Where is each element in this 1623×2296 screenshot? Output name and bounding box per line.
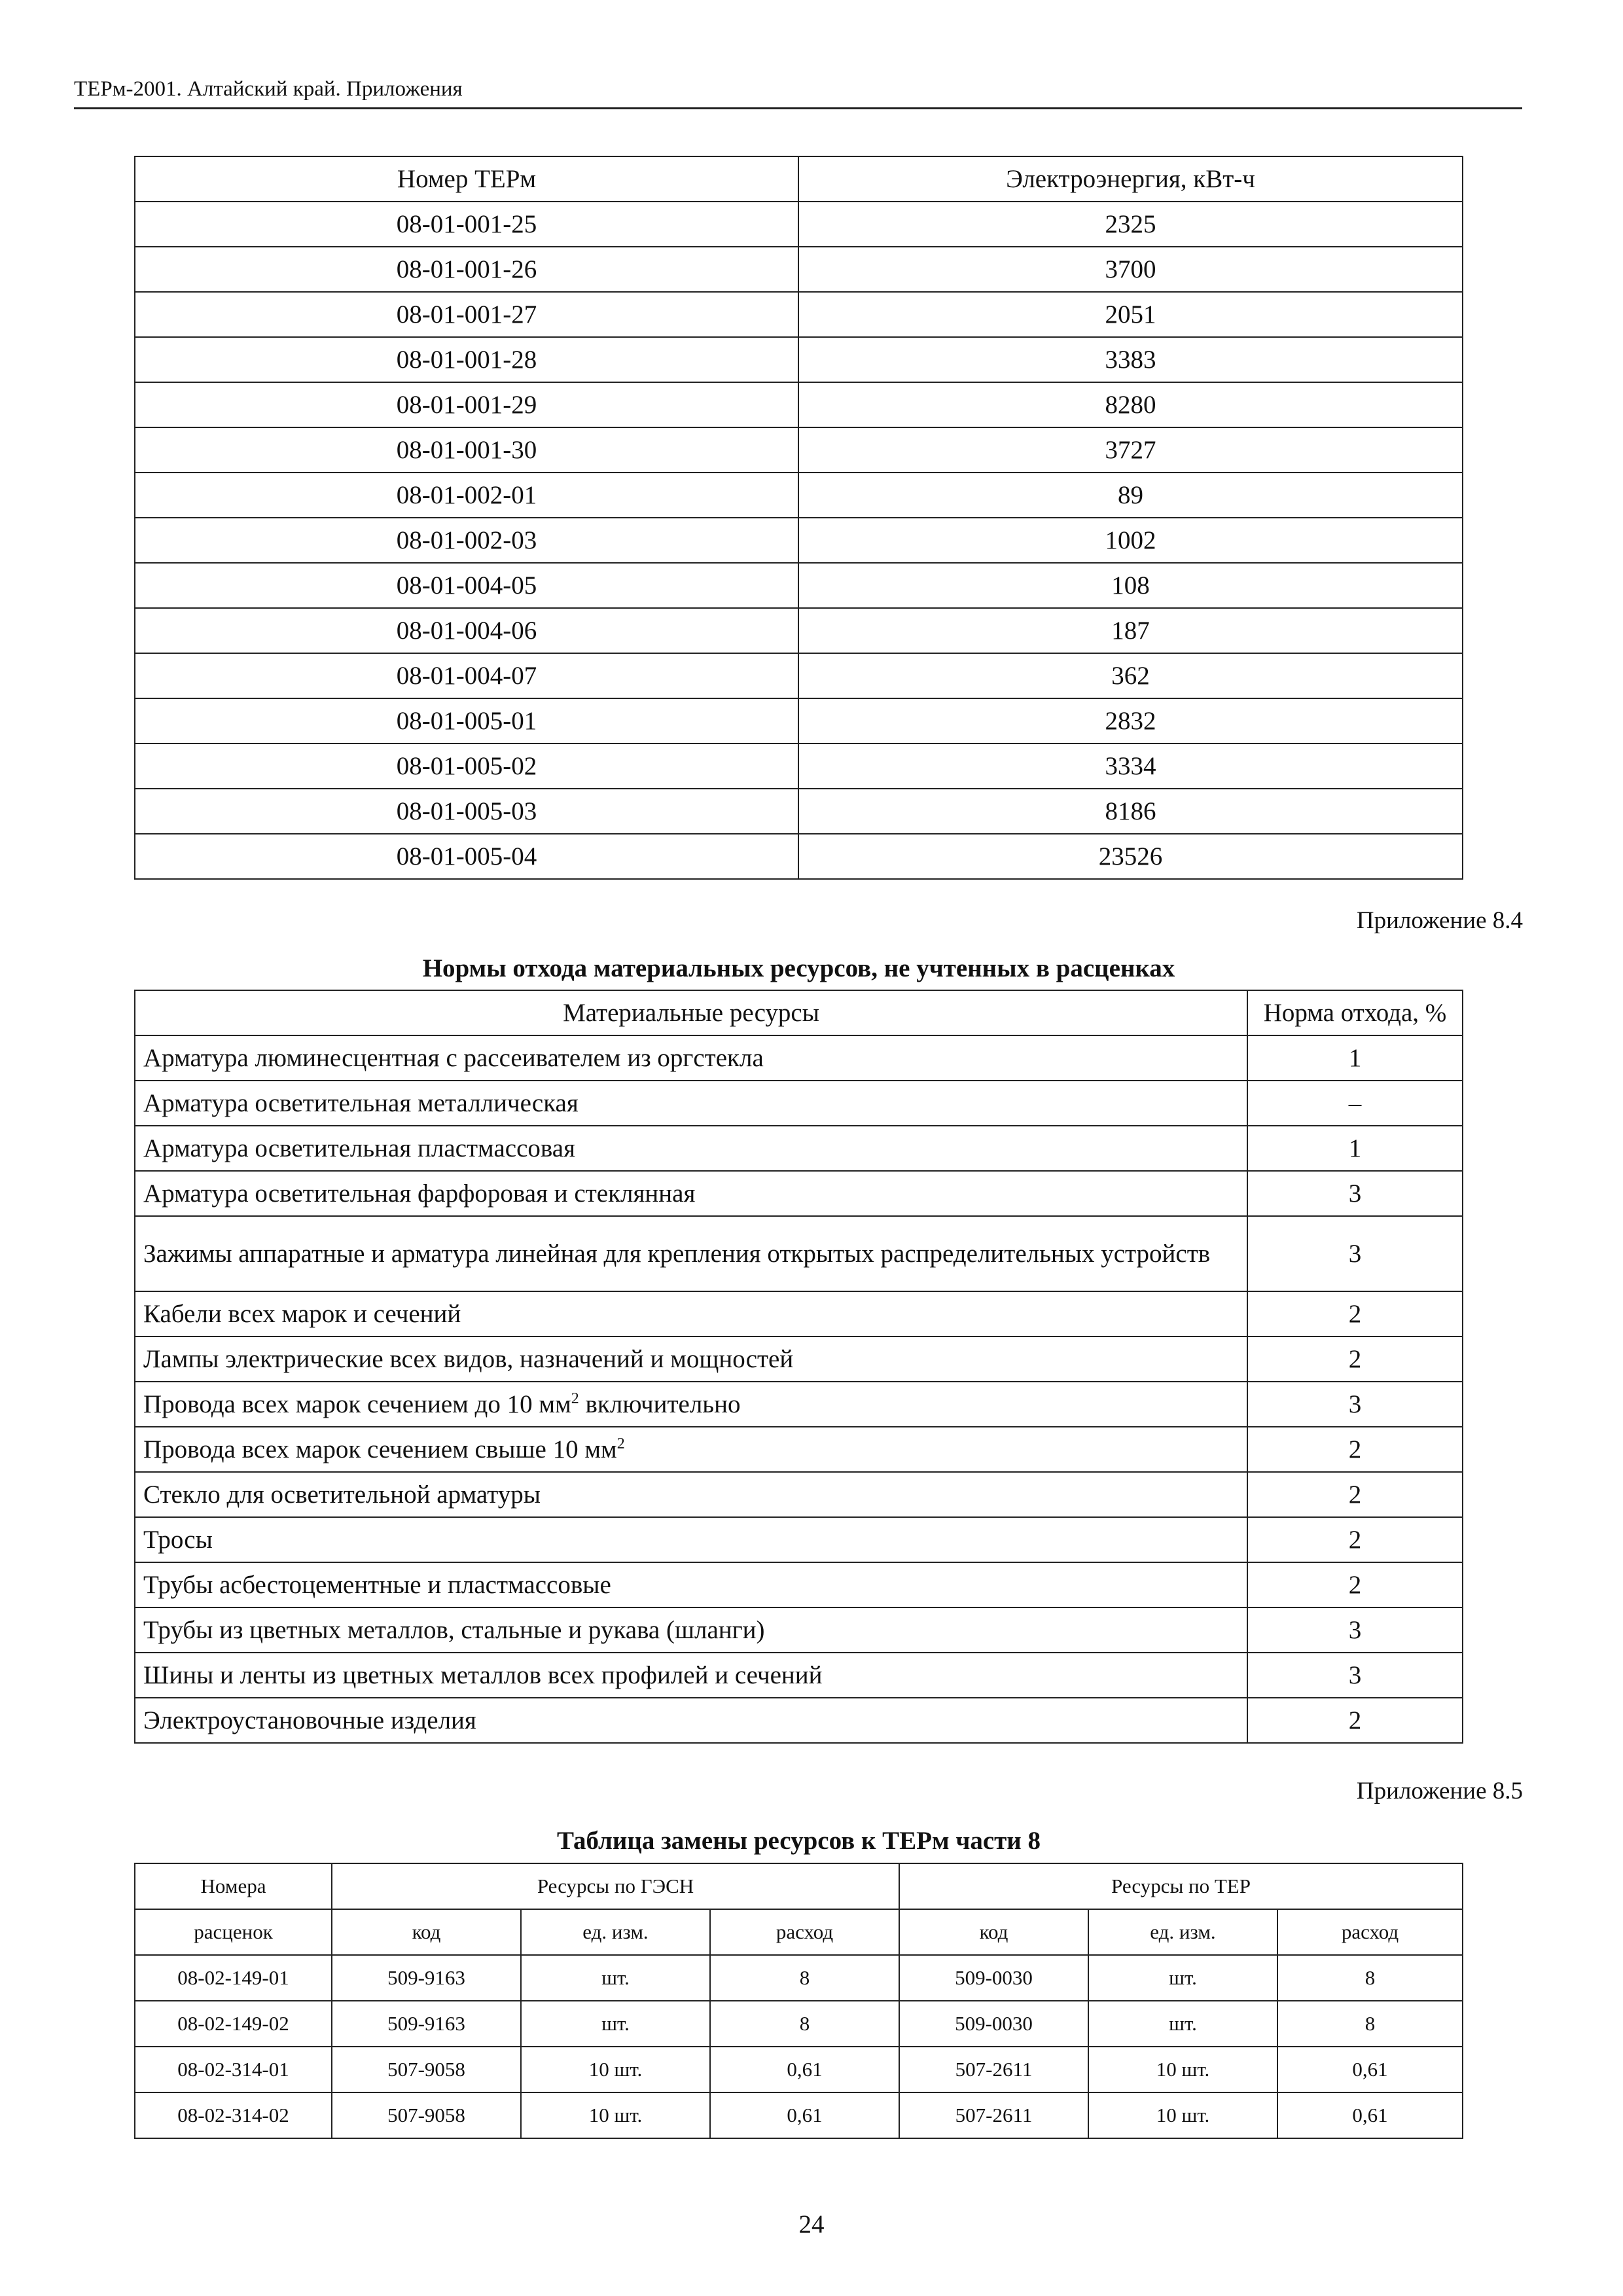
cell: Арматура осветительная фарфоровая и стеклянная: [135, 1171, 1247, 1216]
cell: 2: [1247, 1427, 1463, 1472]
table-title: Нормы отхода материальных ресурсов, не учтенных в расценках: [422, 954, 1175, 982]
cell: 509-9163: [332, 2001, 521, 2047]
cell: 10 шт.: [1088, 2047, 1277, 2092]
cell: Арматура осветительная пластмассовая: [135, 1126, 1247, 1171]
column-header: ед. изм.: [521, 1909, 710, 1955]
table-row: [135, 1126, 1463, 1171]
table-row: [135, 698, 1463, 744]
cell: 507-2611: [899, 2092, 1088, 2138]
cell: 509-0030: [899, 2001, 1088, 2047]
table-row: [135, 292, 1463, 337]
cell: 0,61: [710, 2047, 899, 2092]
column-header: расход: [1277, 1909, 1463, 1955]
cell: 10 шт.: [521, 2047, 710, 2092]
cell: 0,61: [710, 2092, 899, 2138]
cell: 3700: [798, 247, 1463, 292]
cell: 08-02-314-02: [135, 2092, 332, 2138]
cell: Арматура осветительная металлическая: [135, 1081, 1247, 1126]
cell-text: Провода всех марок сечением свыше 10 мм: [143, 1435, 617, 1463]
cell: 1: [1247, 1035, 1463, 1081]
page-header: ТЕРм-2001. Алтайский край. Приложения: [74, 73, 1522, 109]
electricity-table: [134, 156, 1463, 880]
cell: 08-01-005-02: [135, 744, 798, 789]
cell: 1: [1247, 1126, 1463, 1171]
cell: Лампы электрические всех видов, назначений и мощностей: [135, 1336, 1247, 1382]
cell: 10 шт.: [521, 2092, 710, 2138]
appendix-label: Приложение 8.4: [1356, 907, 1523, 934]
cell: Зажимы аппаратные и арматура линейная для крепления открытых распределительных устройств: [135, 1216, 1247, 1291]
waste-norms-table: [134, 990, 1463, 1744]
table-row: [135, 1472, 1463, 1517]
cell: 08-01-001-26: [135, 247, 798, 292]
table-row: [135, 1216, 1463, 1291]
cell: 3383: [798, 337, 1463, 382]
cell-text: Провода всех марок сечением до 10 мм: [143, 1390, 571, 1418]
cell: 2: [1247, 1517, 1463, 1562]
table-row: [135, 1653, 1463, 1698]
cell: Кабели всех марок и сечений: [135, 1291, 1247, 1336]
cell: 3: [1247, 1216, 1463, 1291]
table-subheader-row: [135, 1909, 1463, 1955]
superscript: 2: [616, 1435, 625, 1452]
table-row: [135, 2092, 1463, 2138]
cell: 08-01-005-01: [135, 698, 798, 744]
table-row: [135, 337, 1463, 382]
appendix-label: Приложение 8.5: [1356, 1778, 1523, 1804]
cell: шт.: [1088, 2001, 1277, 2047]
table-row: [135, 473, 1463, 518]
table-row: [135, 608, 1463, 653]
cell: 8280: [798, 382, 1463, 427]
cell: Шины и ленты из цветных металлов всех профилей и сечений: [135, 1653, 1247, 1698]
cell: 3: [1247, 1171, 1463, 1216]
cell: –: [1247, 1081, 1463, 1126]
table-row: [135, 1382, 1463, 1427]
cell: 23526: [798, 834, 1463, 879]
cell: 2: [1247, 1291, 1463, 1336]
table-header-row: [135, 1863, 1463, 1909]
table-row: [135, 518, 1463, 563]
cell: 2: [1247, 1472, 1463, 1517]
cell: 08-01-004-06: [135, 608, 798, 653]
column-header: Материальные ресурсы: [135, 990, 1247, 1035]
cell: 3: [1247, 1653, 1463, 1698]
cell: 08-02-149-02: [135, 2001, 332, 2047]
cell: 08-02-149-01: [135, 1955, 332, 2001]
cell: 507-2611: [899, 2047, 1088, 2092]
table-row: [135, 744, 1463, 789]
table-row: [135, 202, 1463, 247]
cell: 0,61: [1277, 2047, 1463, 2092]
cell: 2051: [798, 292, 1463, 337]
table-row: [135, 2047, 1463, 2092]
column-header: ед. изм.: [1088, 1909, 1277, 1955]
cell: 08-01-001-25: [135, 202, 798, 247]
column-header: код: [899, 1909, 1088, 1955]
cell: 08-01-002-03: [135, 518, 798, 563]
cell: 2: [1247, 1698, 1463, 1743]
cell: шт.: [521, 2001, 710, 2047]
cell: 08-01-005-04: [135, 834, 798, 879]
column-header: Номер ТЕРм: [135, 156, 798, 202]
cell: 509-9163: [332, 1955, 521, 2001]
cell: 362: [798, 653, 1463, 698]
cell: 3: [1247, 1607, 1463, 1653]
cell: 0,61: [1277, 2092, 1463, 2138]
table-row: [135, 1336, 1463, 1382]
table-row: [135, 1171, 1463, 1216]
table-row: [135, 2001, 1463, 2047]
column-header: Номера: [135, 1863, 332, 1909]
table-header-row: [135, 990, 1463, 1035]
cell-text-suffix: включительно: [579, 1390, 741, 1418]
table-row: [135, 427, 1463, 473]
column-header: расценок: [135, 1909, 332, 1955]
cell: 108: [798, 563, 1463, 608]
cell: шт.: [1088, 1955, 1277, 2001]
cell: [135, 1427, 1247, 1472]
column-group-header: Ресурсы по ТЕР: [899, 1863, 1463, 1909]
page-number: 24: [798, 2210, 825, 2238]
cell: 8: [710, 1955, 899, 2001]
cell: 3: [1247, 1382, 1463, 1427]
column-header: Электроэнергия, кВт-ч: [798, 156, 1463, 202]
cell: 08-02-314-01: [135, 2047, 332, 2092]
table-row: [135, 1517, 1463, 1562]
column-header: Норма отхода, %: [1247, 990, 1463, 1035]
cell: 3334: [798, 744, 1463, 789]
cell: 2: [1247, 1562, 1463, 1607]
cell: Стекло для осветительной арматуры: [135, 1472, 1247, 1517]
cell: 08-01-004-07: [135, 653, 798, 698]
table-row: [135, 1291, 1463, 1336]
table-row: [135, 382, 1463, 427]
cell: Трубы из цветных металлов, стальные и рукава (шланги): [135, 1607, 1247, 1653]
cell: 08-01-001-29: [135, 382, 798, 427]
cell: 8: [710, 2001, 899, 2047]
table-row: [135, 1607, 1463, 1653]
cell: 187: [798, 608, 1463, 653]
column-header: расход: [710, 1909, 899, 1955]
cell: 08-01-002-01: [135, 473, 798, 518]
cell: 2832: [798, 698, 1463, 744]
table-row: [135, 653, 1463, 698]
cell: Тросы: [135, 1517, 1247, 1562]
cell: 8: [1277, 1955, 1463, 2001]
table-header-row: [135, 156, 1463, 202]
cell: 89: [798, 473, 1463, 518]
cell: Арматура люминесцентная с рассеивателем из оргстекла: [135, 1035, 1247, 1081]
cell: 08-01-005-03: [135, 789, 798, 834]
cell: 2325: [798, 202, 1463, 247]
column-header: код: [332, 1909, 521, 1955]
cell: Электроустановочные изделия: [135, 1698, 1247, 1743]
superscript: 2: [571, 1390, 579, 1407]
table-row: [135, 1562, 1463, 1607]
cell: 3727: [798, 427, 1463, 473]
cell: 8: [1277, 2001, 1463, 2047]
table-row: [135, 563, 1463, 608]
table-row: [135, 1427, 1463, 1472]
table-row: [135, 1698, 1463, 1743]
table-row: [135, 789, 1463, 834]
cell: 507-9058: [332, 2092, 521, 2138]
resource-replacement-table: [134, 1863, 1463, 2139]
cell: 08-01-001-30: [135, 427, 798, 473]
cell: 08-01-001-27: [135, 292, 798, 337]
column-group-header: Ресурсы по ГЭСН: [332, 1863, 899, 1909]
table-row: [135, 1955, 1463, 2001]
cell: 509-0030: [899, 1955, 1088, 2001]
table-title: Таблица замены ресурсов к ТЕРм части 8: [556, 1827, 1041, 1855]
cell: Трубы асбестоцементные и пластмассовые: [135, 1562, 1247, 1607]
table-row: [135, 1035, 1463, 1081]
cell: [135, 1382, 1247, 1427]
cell: шт.: [521, 1955, 710, 2001]
cell: 8186: [798, 789, 1463, 834]
cell: 507-9058: [332, 2047, 521, 2092]
cell: 1002: [798, 518, 1463, 563]
table-row: [135, 1081, 1463, 1126]
cell: 08-01-001-28: [135, 337, 798, 382]
table-row: [135, 247, 1463, 292]
cell: 08-01-004-05: [135, 563, 798, 608]
cell: 10 шт.: [1088, 2092, 1277, 2138]
cell: 2: [1247, 1336, 1463, 1382]
table-row: [135, 834, 1463, 879]
